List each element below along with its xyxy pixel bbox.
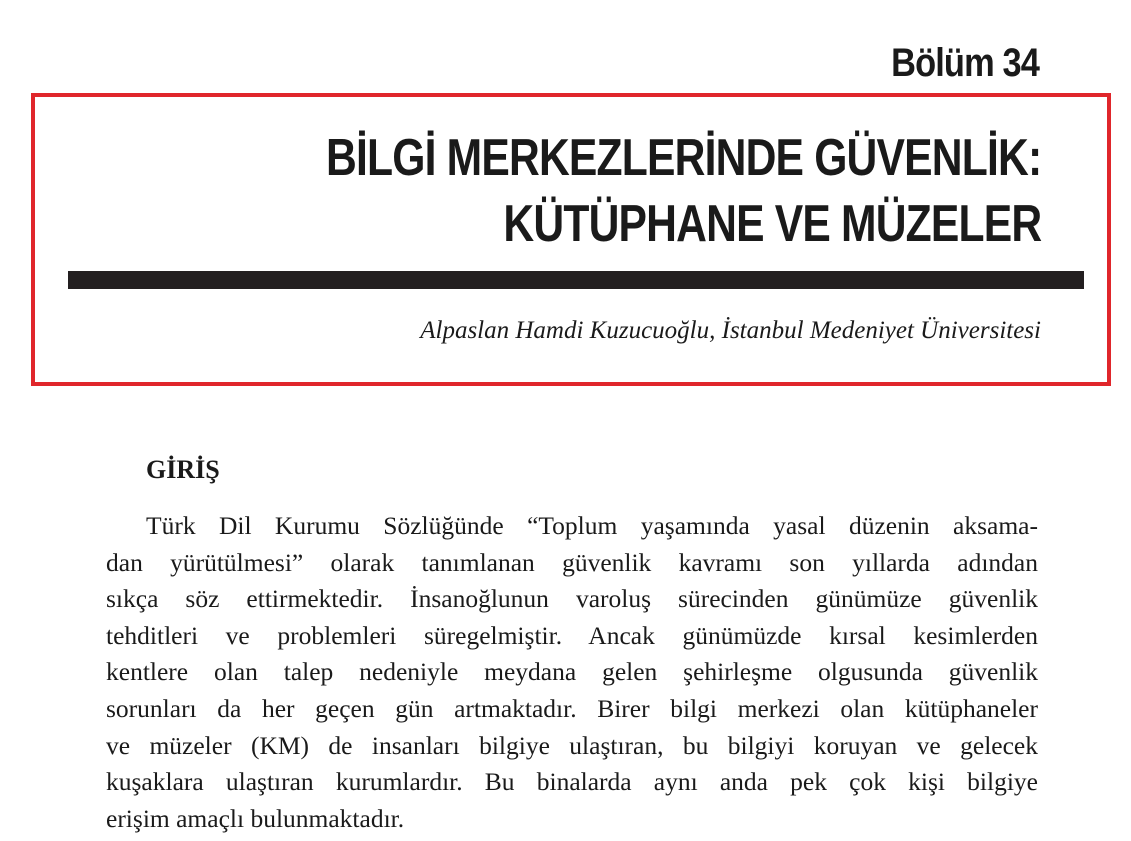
chapter-title-line-1: BİLGİ MERKEZLERİNDE GÜVENLİK: bbox=[325, 129, 1041, 187]
title-frame bbox=[31, 93, 1111, 386]
paragraph-line: sorunları da her geçen gün artmaktadır. Birer bilgi merkezi olan kütüphaneler bbox=[106, 693, 1038, 723]
paragraph-line: tehditleri ve problemleri süregelmiştir. Ancak günümüzde kırsal kesimlerden bbox=[106, 620, 1038, 650]
paragraph-line: erişim amaçlı bulunmaktadır. bbox=[106, 803, 405, 833]
chapter-title bbox=[326, 125, 1041, 257]
paragraph-line: dan yürütülmesi” olarak tanımlanan güvenlik kavramı son yıllarda adından bbox=[106, 547, 1038, 577]
title-divider bbox=[68, 271, 1084, 289]
chapter-title-line-2: KÜTÜPHANE VE MÜZELER bbox=[503, 195, 1041, 253]
chapter-number: Bölüm 34 bbox=[891, 41, 1039, 85]
author-affiliation: Alpaslan Hamdi Kuzucuoğlu, İstanbul Medeniyet Üniversitesi bbox=[420, 317, 1041, 344]
paragraph-line: Türk Dil Kurumu Sözlüğünde “Toplum yaşamında yasal düzenin aksama- bbox=[146, 511, 1038, 540]
paragraph-line: sıkça söz ettirmektedir. İnsanoğlunun varoluş sürecinden günümüze güvenlik bbox=[106, 584, 1038, 614]
section-heading: GİRİŞ bbox=[146, 455, 220, 484]
body-paragraph bbox=[106, 508, 1038, 837]
paragraph-line: kuşaklara ulaştıran kurumlardır. Bu binalarda aynı anda pek çok kişi bilgiye bbox=[106, 767, 1038, 797]
paragraph-line: ve müzeler (KM) de insanları bilgiye ulaştıran, bu bilgiyi koruyan ve gelecek bbox=[106, 730, 1038, 760]
paragraph-line: kentlere olan talep nedeniyle meydana gelen şehirleşme olgusunda güvenlik bbox=[106, 657, 1038, 687]
